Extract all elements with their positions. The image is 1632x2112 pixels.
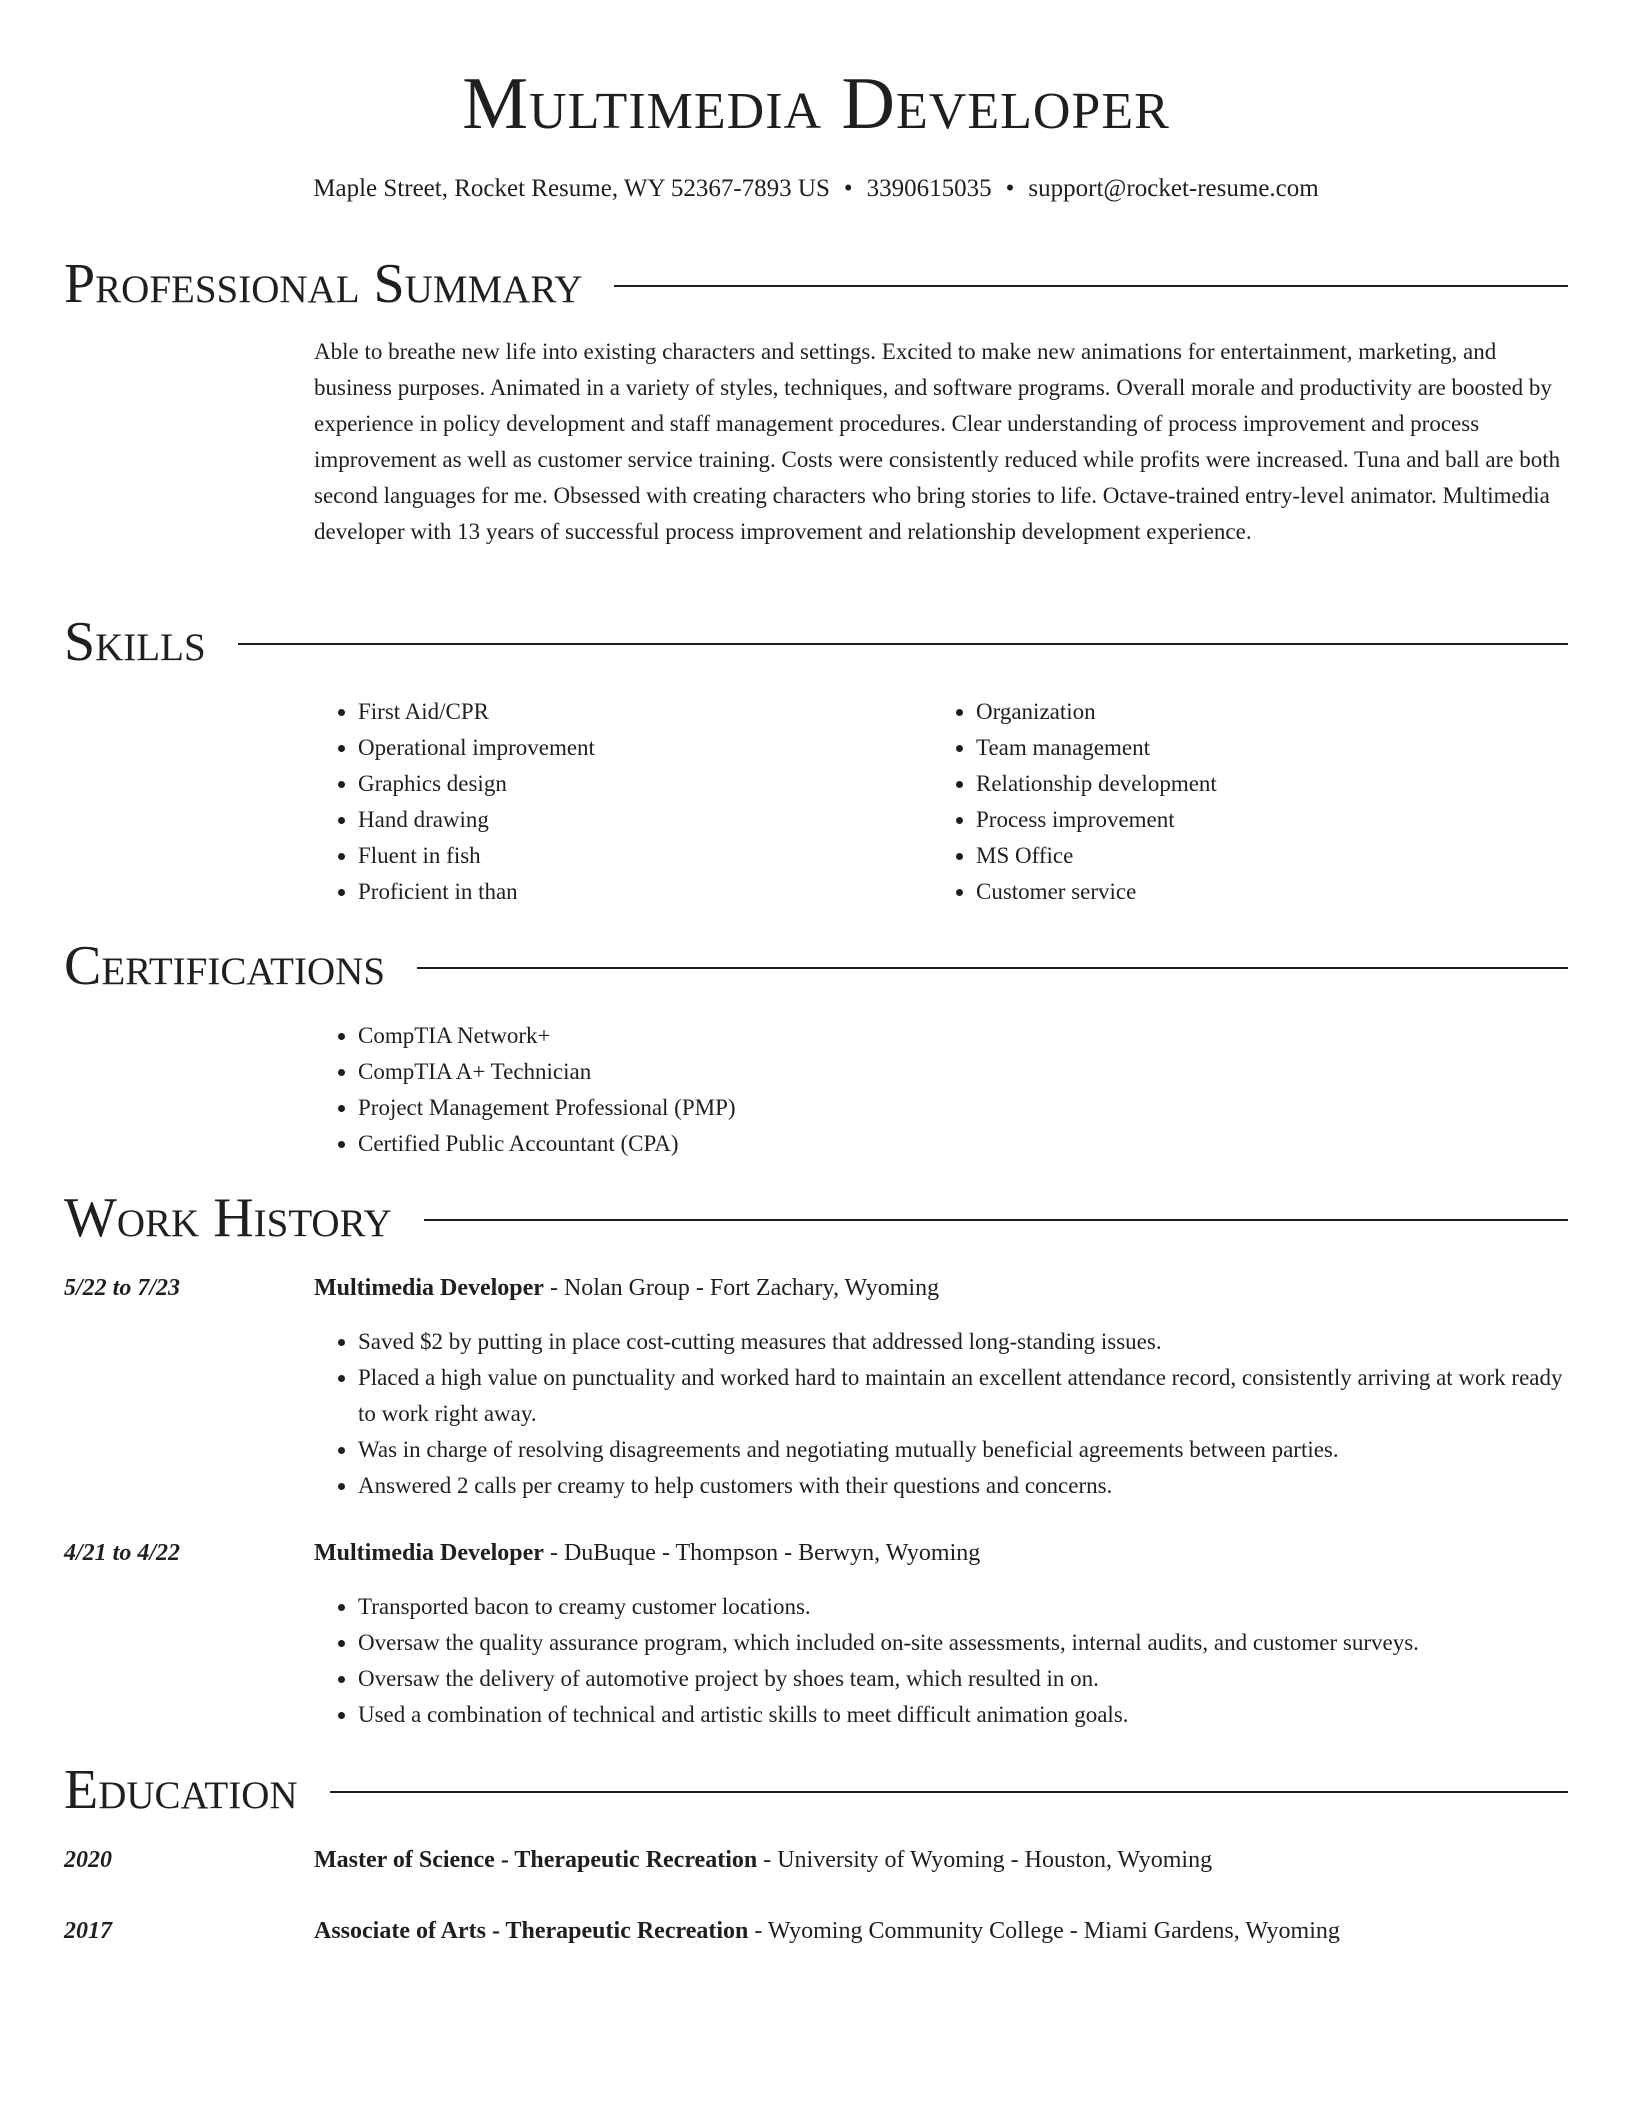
separator-dot: • (1005, 175, 1015, 202)
skill-item: • First Aid/CPR (358, 694, 918, 730)
candidate-name: Multimedia Developer (462, 63, 1170, 145)
skill-item: • Graphics design (358, 766, 918, 802)
summary-text: Able to breathe new life into existing characters and settings. Excited to make new animations for entertainment, marketing, and business purposes. Animated in a variety of styles, techniques, and software programs. Overall morale and productivity are boosted by experience in policy development and staff management procedures. Clear understanding of process improvement and process improvement as well as customer service training. Costs were consistently reduced while profits were increased. Tuna and ball are both second languages for me. Obsessed with creating characters who bring stories to life. Octave-trained entry-level animator. Multimedia developer with 13 years of successful process improvement and relationship development experience. (314, 339, 1561, 544)
certifications-section-header (64, 934, 1568, 998)
section-divider (424, 1219, 1568, 1221)
certification-item: • CompTIA Network+ (358, 1018, 1570, 1054)
education-entry (314, 1842, 1570, 1878)
section-divider (614, 285, 1568, 287)
skill-item: • Organization (976, 694, 1536, 730)
job-heading (314, 1535, 1570, 1571)
job-bullet: • Transported bacon to creamy customer locations. (358, 1589, 1570, 1625)
skill-item: • Team management (976, 730, 1536, 766)
school: - Wyoming Community College - Miami Gardens, Wyoming (748, 1918, 1340, 1944)
phone: 3390615035 (866, 175, 992, 202)
job-bullet: • Was in charge of resolving disagreements and negotiating mutually beneficial agreements between parties. (358, 1432, 1570, 1468)
education-year: 2020 (64, 1847, 112, 1873)
skill-item: • MS Office (976, 838, 1536, 874)
job-bullets (314, 1589, 1570, 1733)
certification-item: • Certified Public Accountant (CPA) (358, 1126, 1570, 1162)
section-divider (417, 967, 1568, 969)
skill-item: • Fluent in fish (358, 838, 918, 874)
skills-column-left (314, 694, 918, 910)
job-bullet: • Oversaw the quality assurance program, which included on-site assessments, internal audits, and customer surveys. (358, 1625, 1570, 1661)
degree: Master of Science - Therapeutic Recreation (314, 1847, 758, 1873)
summary-section-header (64, 252, 1568, 316)
school: - University of Wyoming - Houston, Wyoming (757, 1847, 1213, 1873)
job-bullet: • Placed a high value on punctuality and worked hard to maintain an excellent attendance record, consistently arriving at work ready to work right away. (358, 1360, 1570, 1432)
education-entry (314, 1913, 1570, 1949)
job-employer: - Nolan Group - Fort Zachary, Wyoming (543, 1275, 940, 1301)
job-bullet: • Oversaw the delivery of automotive project by shoes team, which resulted in on. (358, 1661, 1570, 1697)
job-heading (314, 1270, 1570, 1306)
skill-item: • Proficient in than (358, 874, 918, 910)
job-bullet: • Answered 2 calls per creamy to help customers with their questions and concerns. (358, 1468, 1570, 1504)
job-dates: 4/21 to 4/22 (64, 1540, 181, 1566)
certifications-list (314, 1018, 1570, 1162)
degree: Associate of Arts - Therapeutic Recreation (314, 1918, 749, 1944)
skill-item: • Customer service (976, 874, 1536, 910)
section-title-summary: Professional Summary (64, 253, 583, 315)
certification-item: • Project Management Professional (PMP) (358, 1090, 1570, 1126)
section-title-work-history: Work History (64, 1187, 392, 1249)
skills-list (314, 694, 1570, 910)
job-dates: 5/22 to 7/23 (64, 1275, 181, 1301)
section-title-education: Education (64, 1759, 298, 1821)
email: support@rocket-resume.com (1028, 175, 1319, 202)
job-bullets (314, 1324, 1570, 1504)
job-title: Multimedia Developer (314, 1275, 544, 1301)
skill-item: • Hand drawing (358, 802, 918, 838)
job-employer: - DuBuque - Thompson - Berwyn, Wyoming (543, 1540, 981, 1566)
skills-section-header (64, 610, 1568, 674)
certification-item: • CompTIA A+ Technician (358, 1054, 1570, 1090)
job-title: Multimedia Developer (314, 1540, 544, 1566)
skill-item: • Process improvement (976, 802, 1536, 838)
work-section-header (64, 1186, 1568, 1250)
skill-item: • Operational improvement (358, 730, 918, 766)
separator-dot: • (843, 175, 853, 202)
job-bullet: • Used a combination of technical and artistic skills to meet difficult animation goals. (358, 1697, 1570, 1733)
section-divider (330, 1791, 1568, 1793)
contact-line (64, 174, 1568, 204)
section-title-certifications: Certifications (64, 935, 386, 997)
skill-item: • Relationship development (976, 766, 1536, 802)
education-section-header (64, 1758, 1568, 1822)
section-title-skills: Skills (64, 611, 206, 673)
section-divider (238, 643, 1568, 645)
skills-column-right (918, 694, 1536, 910)
job-bullet: • Saved $2 by putting in place cost-cutting measures that addressed long-standing issues. (358, 1324, 1570, 1360)
education-year: 2017 (64, 1918, 112, 1944)
address: Maple Street, Rocket Resume, WY 52367-7893 US (313, 175, 830, 202)
